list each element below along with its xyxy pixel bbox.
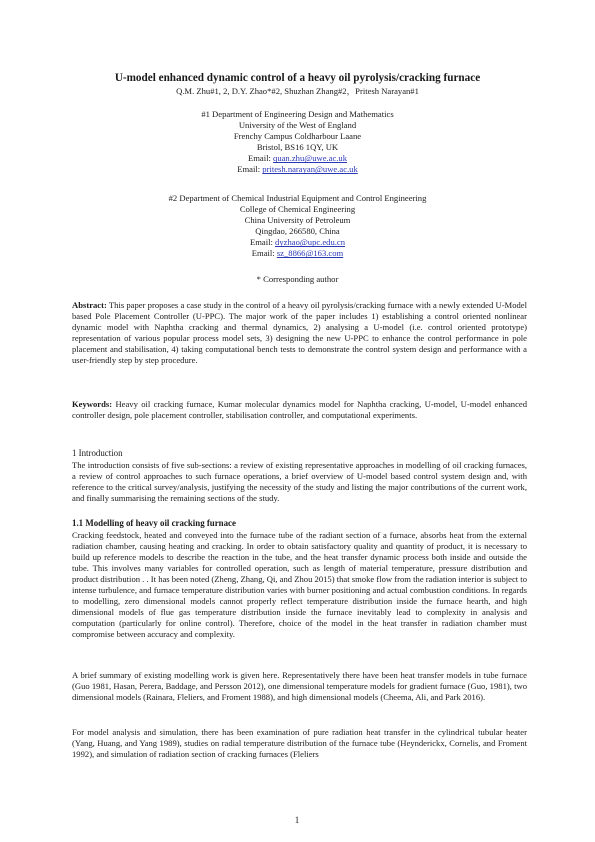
section-1-heading: 1 Introduction: [72, 448, 123, 458]
affiliation-2-email-1-row: [60, 237, 535, 248]
affiliation-1-university: University of the West of England: [238, 120, 357, 131]
section-1-paragraph: The introduction consists of five sub-sections: a review of existing representative approaches in modelling of oil cracking furnaces, a review of control approaches to such furnace operations, a brief overview of U-model based control system design and, with reference to the critical survey/analysis, justifying the necessity of the study and listing the major contributions of the current work, and finally summarising the remaining sections of the study.: [72, 460, 527, 504]
section-1-1-paragraph-2: A brief summary of existing modelling work is given here. Representatively there have been heat transfer models in tube furnace (Guo 1981, Hasan, Perera, Baddage, and Persson 2012), one dimensional temperature models for gradient furnace (Guo, 1981), two dimensional models (Rainara, Fleliers, and Froment 1988), and high dimensional models (Cheema, Ali, and Park 2016).: [72, 670, 527, 703]
affiliation-2-college: College of Chemical Engineering: [239, 204, 356, 215]
abstract-text: This paper proposes a case study in the control of a heavy oil pyrolysis/cracking furnace with a newly extended U-Model based Pole Placement Controller (U-PPC). The major work of the paper includes 1) establishing a control oriented nonlinear dynamic model with Naphtha cracking and thermal dynamics, 2) analysing a U-model (i.e. control oriented prototype) representation of various popular process model sets, 3) designing the new U-PPC to enhance the control performance in pole placement and stabilisation, 4) taking computational bench tests to demonstrate the control system design and performance with a user-friendly step by step procedure.: [72, 300, 527, 366]
keywords: [72, 399, 527, 421]
affiliation-1-dept: #1 Department of Engineering Design and Mathematics: [201, 109, 394, 119]
affiliation-1-campus: Frenchy Campus Coldharbour Laane: [233, 131, 362, 142]
email-label: Email:: [249, 237, 276, 248]
email-label: Email:: [237, 164, 263, 175]
section-1-1-heading: 1.1 Modelling of heavy oil cracking furnace: [72, 518, 236, 528]
affiliation-1: [60, 109, 535, 176]
corresponding-author-note: * Corresponding author: [256, 274, 339, 284]
section-1-1-paragraph-1: Cracking feedstock, heated and conveyed into the furnace tube of the radiant section of a furnace, absorbs heat from the external radiation chamber, causing heating and cracking. In order to obtain satisfactory quality and quantity of product, it is necessary to build up reference models to describe the reaction in the tube, and the heat transfer dynamic process both inside and outside the tube. This involves many variables for controlled operation, such as length of material temperature, pressure distribution and product distribution . . It has been noted (Zheng, Zhang, Qi, and Zhou 2015) that smoke flow from the radiation interior is subject to intense turbulence, and furnace temperature distribution varies with burner positioning and actual combustion conditions. In regards to modelling, zero dimensional models cannot properly reflect temperature distribution inside the furnace hearth, and high dimensional models of flue gas temperature distribution inside the furnace inevitably lead to complexity in analysis and computation (particularly for online control). Therefore, choice of the model in the heat transfer in radiation chamber must compromise between accuracy and complexity.: [72, 530, 527, 640]
keywords-text: Heavy oil cracking furnace, Kumar molecular dynamics model for Naphtha cracking, U-model, U-model enhanced controller design, pole placement controller, stabilisation controller, and computational experiments.: [72, 399, 527, 421]
email-link-pritesh-narayan[interactable]: pritesh.narayan@uwe.ac.uk: [262, 164, 358, 175]
page-number: 1: [294, 815, 300, 825]
section-1-1-paragraph-3: For model analysis and simulation, there has been examination of pure radiation heat transfer in the cylindrical tubular heater (Yang, Huang, and Yang 1989), studies on radial temperature distribution of the furnace tube (Heynderickx, Cornelis, and Froment 1992), and simulation of radiation section of cracking furnaces (Fleliers: [72, 727, 527, 760]
authors: Q.M. Zhu#1, 2, D.Y. Zhao*#2, Shuzhan Zhang#2，Pritesh Narayan#1: [176, 86, 419, 96]
affiliation-2-email-2-row: [60, 248, 535, 259]
email-label: Email:: [251, 248, 277, 259]
affiliation-2-university: China University of Petroleum: [244, 215, 351, 226]
email-link-quan-zhu[interactable]: quan.zhu@uwe.ac.uk: [273, 153, 348, 164]
abstract-label: Abstract:: [72, 300, 107, 310]
email-link-sz-8866[interactable]: sz_8866@163.com: [276, 248, 344, 259]
affiliation-2-city: Qingdao, 266580, China: [255, 226, 340, 237]
affiliation-1-email-1-row: [60, 153, 535, 164]
keywords-label: Keywords:: [72, 399, 113, 409]
abstract: [72, 300, 527, 366]
affiliation-2: [60, 193, 535, 260]
affiliation-2-dept: #2 Department of Chemical Industrial Equipment and Control Engineering: [168, 193, 427, 203]
author-list: [60, 86, 535, 97]
paper-title: U-model enhanced dynamic control of a heavy oil pyrolysis/cracking furnace: [114, 72, 481, 84]
email-link-dyzhao[interactable]: dyzhao@upc.edu.cn: [275, 237, 346, 248]
affiliation-1-email-2-row: [60, 164, 535, 175]
affiliation-1-city: Bristol, BS16 1QY, UK: [256, 142, 339, 153]
email-label: Email:: [247, 153, 274, 164]
